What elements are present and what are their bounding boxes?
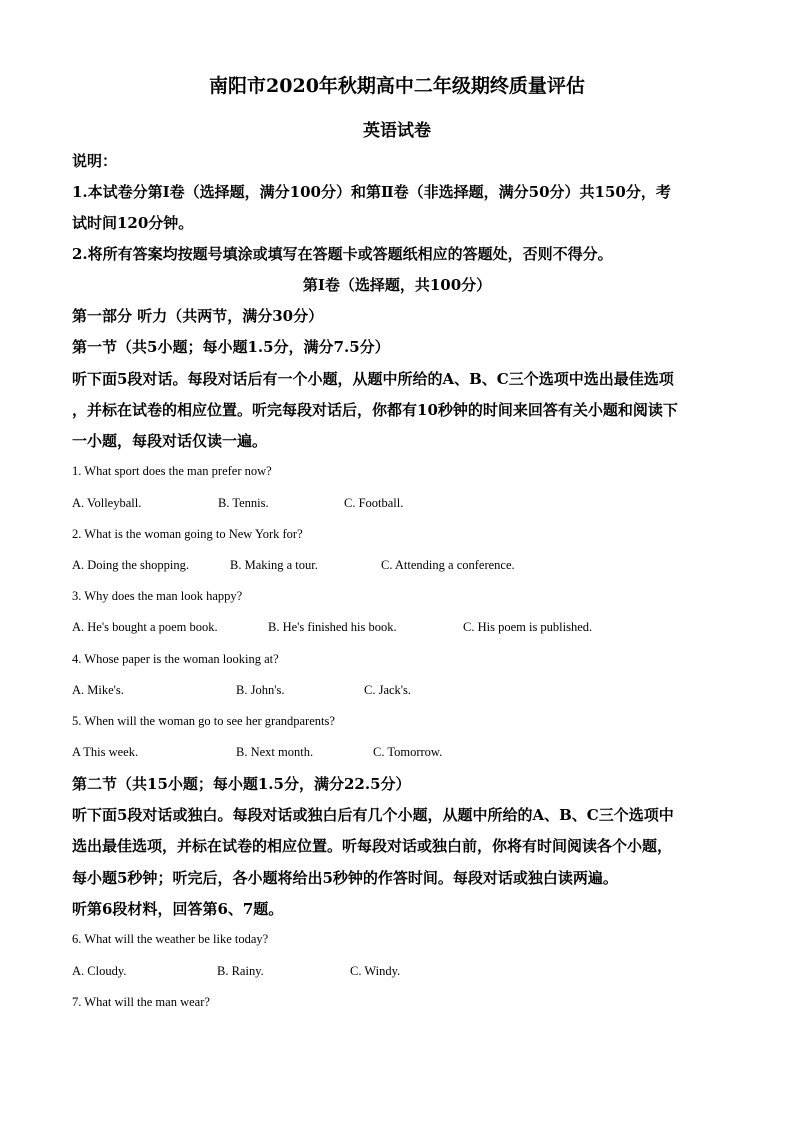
question-text: 1. What sport does the man prefer now?	[72, 464, 272, 478]
option-b: B. Tennis.	[218, 496, 269, 510]
question-text: 3. Why does the man look happy?	[72, 589, 243, 603]
instruction-2: 2.将所有答案均按题号填涂或填写在答题卡或答题纸相应的答题处，否则不得分。	[72, 245, 613, 263]
exam-subtitle: 英语试卷	[363, 121, 431, 141]
option-b: B. Making a tour.	[230, 558, 318, 572]
question-text: 5. When will the woman go to see her grandparents?	[72, 714, 335, 728]
option-c: C. Tomorrow.	[373, 745, 443, 759]
section-2-directions-line: 每小题5秒钟；听完后，各小题将给出5秒钟的作答时间。每段对话或独白读两遍。	[72, 869, 618, 887]
option-b: B. He's finished his book.	[268, 620, 397, 634]
section-2-heading: 第二节（共15小题；每小题1.5分，满分22.5分）	[72, 775, 411, 793]
section-1-directions-line: ，并标在试卷的相应位置。听完每段对话后，你都有10秒钟的时间来回答有关小题和阅读下	[72, 401, 678, 419]
part-1-heading: 第一部分 听力（共两节，满分30分）	[72, 307, 324, 325]
option-a: A. Doing the shopping.	[72, 558, 190, 572]
option-c: C. His poem is published.	[463, 620, 593, 634]
section-2-directions-line: 听下面5段对话或独白。每段对话或独白后有几个小题，从题中所给的A、B、C三个选项中	[72, 806, 674, 824]
option-c: C. Attending a conference.	[381, 558, 515, 572]
question-text: 4. Whose paper is the woman looking at?	[72, 652, 279, 666]
question-text: 6. What will the weather be like today?	[72, 932, 269, 946]
question-text: 2. What is the woman going to New York for?	[72, 527, 303, 541]
question-text: 7. What will the man wear?	[72, 995, 210, 1009]
option-a: A. He's bought a poem book.	[72, 620, 218, 634]
option-a: A. Mike's.	[72, 683, 124, 697]
option-b: B. Next month.	[236, 745, 314, 759]
option-b: B. John's.	[236, 683, 285, 697]
instruction-1-line-1: 1.本试卷分第Ⅰ卷（选择题，满分100分）和第Ⅱ卷（非选择题，满分50分）共150分，考	[72, 183, 671, 201]
section-1-heading: 第一节（共5小题；每小题1.5分，满分7.5分）	[72, 338, 390, 356]
material-6-heading: 听第6段材料，回答第6、7题。	[72, 900, 284, 918]
option-a: A. Volleyball.	[72, 496, 142, 510]
volume-1-heading: 第Ⅰ卷（选择题，共100分）	[302, 276, 492, 294]
option-c: C. Windy.	[350, 964, 401, 978]
section-1-directions-line: 听下面5段对话。每段对话后有一个小题，从题中所给的A、B、C三个选项中选出最佳选项	[72, 370, 674, 388]
option-a: A This week.	[72, 745, 139, 759]
section-1-directions-line: 一小题，每段对话仅读一遍。	[72, 432, 268, 450]
option-c: C. Football.	[344, 496, 404, 510]
option-a: A. Cloudy.	[72, 964, 127, 978]
section-2-directions-line: 选出最佳选项，并标在试卷的相应位置。听每段对话或独白前，你将有时间阅读各个小题，	[72, 837, 673, 855]
option-b: B. Rainy.	[217, 964, 264, 978]
exam-title: 南阳市2020年秋期高中二年级期终质量评估	[209, 75, 585, 97]
instruction-1-line-2: 试时间120分钟。	[72, 214, 194, 232]
instructions-label: 说明：	[72, 152, 118, 170]
option-c: C. Jack's.	[364, 683, 412, 697]
